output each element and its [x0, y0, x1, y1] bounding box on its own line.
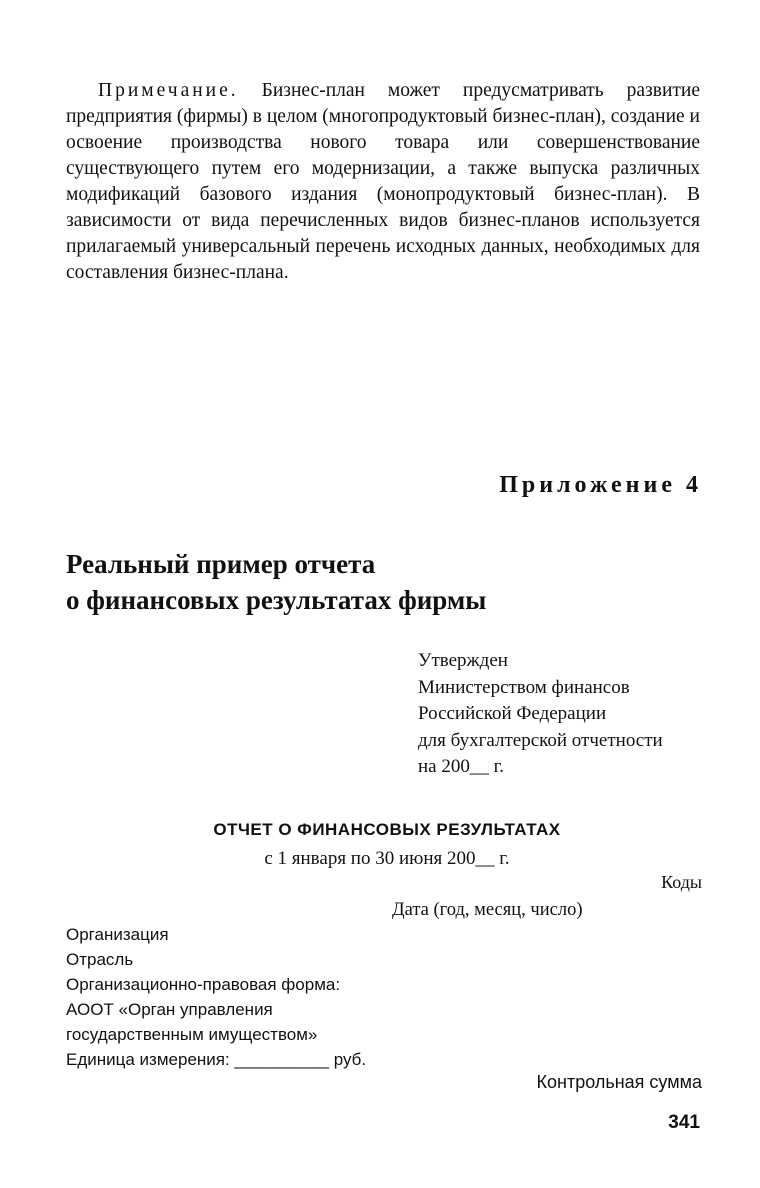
- field-organization: Организация: [66, 925, 169, 944]
- approval-line: Утвержден: [418, 650, 508, 671]
- control-sum-label: Контрольная сумма: [536, 1072, 702, 1092]
- approval-line: Российской Федерации: [418, 703, 607, 724]
- appendix-word: Приложение: [499, 472, 676, 498]
- title-line-1: Реальный пример отчета: [66, 549, 376, 579]
- approval-line: на 200__ г.: [418, 756, 505, 777]
- codes-label: Коды: [661, 872, 702, 892]
- field-legal-form-value-2: государственным имуществом»: [66, 1025, 318, 1044]
- page-number: 341: [668, 1112, 700, 1133]
- appendix-label: [499, 472, 702, 499]
- approval-line: для бухгалтерской отчетности: [418, 729, 663, 751]
- appendix-number: 4: [686, 472, 702, 498]
- approval-block: [418, 648, 663, 781]
- report-period: с 1 января по 30 июня 200__ г.: [264, 848, 510, 869]
- report-fields: [66, 922, 366, 1072]
- field-legal-form-value-1: АООТ «Орган управления: [66, 1000, 273, 1019]
- note-body: Бизнес-план может предусматривать развитие предприятия (фирмы) в целом (многопродуктовый бизнес-план), создание и освоение производства нового товара или совершенствование существующего путем его модернизации, а также выпуска различных модификаций базового издания (монопродуктовый бизнес-план). В зависимости от вида перечисленных видов бизнес-планов используется прилагаемый универсальный перечень исходных данных, необходимых для составления бизнес-плана.: [66, 80, 700, 283]
- page-title: [66, 546, 486, 618]
- report-heading: ОТЧЕТ О ФИНАНСОВЫХ РЕЗУЛЬТАТАХ: [213, 820, 561, 839]
- note-lead: Примечание.: [98, 80, 239, 101]
- field-industry: Отрасль: [66, 950, 134, 969]
- field-legal-form: Организационно-правовая форма:: [66, 975, 341, 994]
- date-label: Дата (год, месяц, число): [392, 900, 583, 920]
- note-paragraph: [66, 78, 700, 286]
- approval-line: Министерством финансов: [418, 676, 630, 698]
- field-unit: Единица измерения: __________ руб.: [66, 1050, 367, 1069]
- title-line-2: о финансовых результатах фирмы: [66, 585, 487, 615]
